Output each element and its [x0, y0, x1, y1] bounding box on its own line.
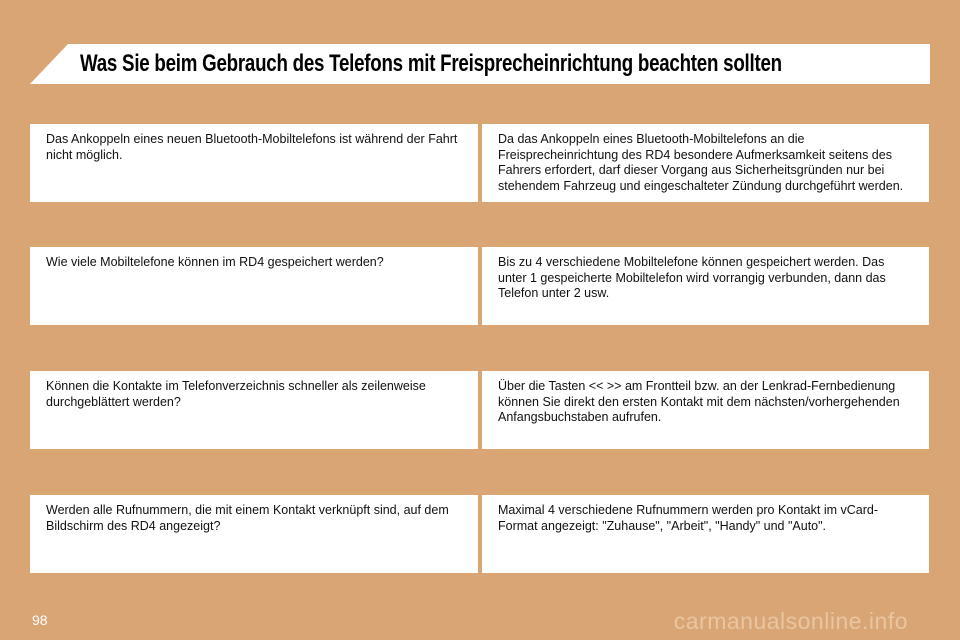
question-box [30, 495, 478, 573]
answer-box [482, 371, 929, 449]
question-text: Wie viele Mobiltelefone können im RD4 gespeichert werden? [46, 255, 384, 269]
page-title: Was Sie beim Gebrauch des Telefons mit Freisprecheinrichtung beachten sollten [80, 50, 782, 77]
answer-text: Bis zu 4 verschiedene Mobiltelefone können gespeichert werden. Das unter 1 gespeicherte Mobiltelefon wird vorrangig verbunden, dann das Telefon unter 2 usw. [498, 255, 886, 300]
question-text: Können die Kontakte im Telefonverzeichnis schneller als zeilenweise durchgeblättert werden? [46, 379, 426, 409]
question-text: Werden alle Rufnummern, die mit einem Kontakt verknüpft sind, auf dem Bildschirm des RD4 angezeigt? [46, 503, 449, 533]
answer-text: Maximal 4 verschiedene Rufnummern werden pro Kontakt im vCard-Format angezeigt: "Zuhause", "Arbeit", "Handy" und "Auto". [498, 503, 879, 533]
answer-text: Über die Tasten << >> am Frontteil bzw. an der Lenkrad-Fernbedienung können Sie direkt den ersten Kontakt mit dem nächsten/vorhergehenden Anfangsbuchstaben aufrufen. [498, 379, 900, 424]
watermark: carmanualsonline.info [673, 608, 908, 634]
question-box [30, 124, 478, 202]
title-bar [30, 44, 930, 84]
answer-box [482, 124, 929, 202]
question-text: Das Ankoppeln eines neuen Bluetooth-Mobiltelefons ist während der Fahrt nicht möglich. [46, 132, 458, 162]
answer-box [482, 495, 929, 573]
question-box [30, 247, 478, 325]
answer-box [482, 247, 929, 325]
answer-text: Da das Ankoppeln eines Bluetooth-Mobiltelefons an die Freisprecheinrichtung des RD4 besondere Aufmerksamkeit seitens des Fahrers erfordert, darf dieser Vorgang aus Sicherheitsgründen nur bei stehendem Fahrzeug und eingeschalteter Zündung durchgeführt werden. [498, 132, 904, 193]
page-number: 98 [32, 612, 48, 628]
question-box [30, 371, 478, 449]
